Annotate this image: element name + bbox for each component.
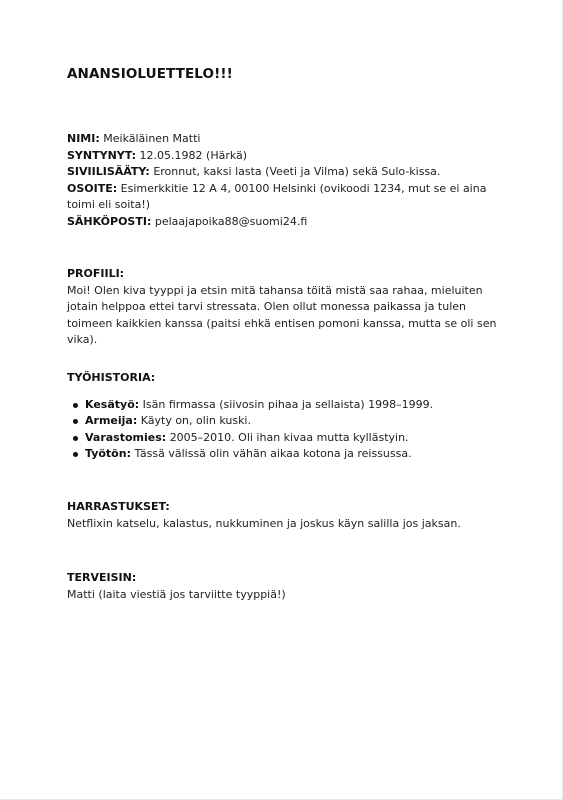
work-item-value: Isän firmassa (siivosin pihaa ja sellaista) 1998–1999. [142, 397, 434, 411]
personal-name-row [67, 131, 507, 148]
personal-email-value: pelaajapoika88@suomi24.fi [154, 214, 308, 228]
hobbies-section [67, 499, 507, 532]
greeting-heading: TERVEISIN: [67, 571, 137, 584]
personal-email-label: SÄHKÖPOSTI: [67, 214, 152, 228]
personal-birth-label: SYNTYNYT: [67, 148, 137, 162]
personal-address-row [67, 181, 507, 214]
work-history-section [67, 370, 507, 463]
list-item [67, 430, 507, 447]
document-title: ANANSIOLUETTELO!!! [67, 66, 233, 82]
personal-marital-value: Eronnut, kaksi lasta (Veeti ja Vilma) sekä Sulo-kissa. [153, 165, 441, 178]
personal-marital-label: SIVIILISÄÄTY: [67, 165, 150, 178]
personal-name-value: Meikäläinen Matti [103, 132, 201, 145]
personal-info [67, 131, 507, 230]
work-item-value: 2005–2010. Oli ihan kivaa mutta kyllästyin. [169, 430, 409, 444]
work-history-list [67, 397, 507, 463]
work-item-label: Työtön: [85, 447, 131, 460]
personal-birth-value: 12.05.1982 (Härkä) [139, 148, 248, 162]
hobbies-heading: HARRASTUKSET: [67, 500, 170, 513]
work-item-label: Armeija: [85, 414, 138, 427]
greeting-section [67, 570, 507, 603]
personal-name-label: NIMI: [67, 132, 100, 145]
work-item-value: Käyty on, olin kuski. [140, 414, 251, 427]
personal-birth-row [67, 148, 507, 165]
profile-heading: PROFIILI: [67, 267, 125, 280]
profile-text: Moi! Olen kiva tyyppi ja etsin mitä tahansa töitä mistä saa rahaa, mieluiten jotain helppoa ettei tarvi stressata. Olen ollut monessa paikassa ja tulen toimeen kaikkien kanssa (paitsi ehkä entisen pomoni kanssa, mutta se oli sen vika). [67, 283, 497, 346]
work-history-heading: TYÖHISTORIA: [67, 371, 156, 384]
hobbies-text: Netflixin katselu, kalastus, nukkuminen ja joskus käyn salilla jos jaksan. [67, 516, 461, 530]
profile-section [67, 266, 507, 349]
list-item [67, 446, 507, 463]
list-item [67, 413, 507, 430]
personal-email-row [67, 214, 507, 231]
list-item [67, 397, 507, 414]
personal-marital-row [67, 164, 507, 181]
work-item-label: Kesätyö: [85, 397, 140, 411]
greeting-text: Matti (laita viestiä jos tarviitte tyyppiä!) [67, 587, 286, 601]
work-item-label: Varastomies: [85, 430, 167, 444]
work-item-value: Tässä välissä olin vähän aikaa kotona ja reissussa. [134, 447, 412, 460]
personal-address-value: Esimerkkitie 12 A 4, 00100 Helsinki (ovikoodi 1234, mut se ei aina toimi eli soita!) [67, 181, 487, 211]
personal-address-label: OSOITE: [67, 181, 118, 195]
